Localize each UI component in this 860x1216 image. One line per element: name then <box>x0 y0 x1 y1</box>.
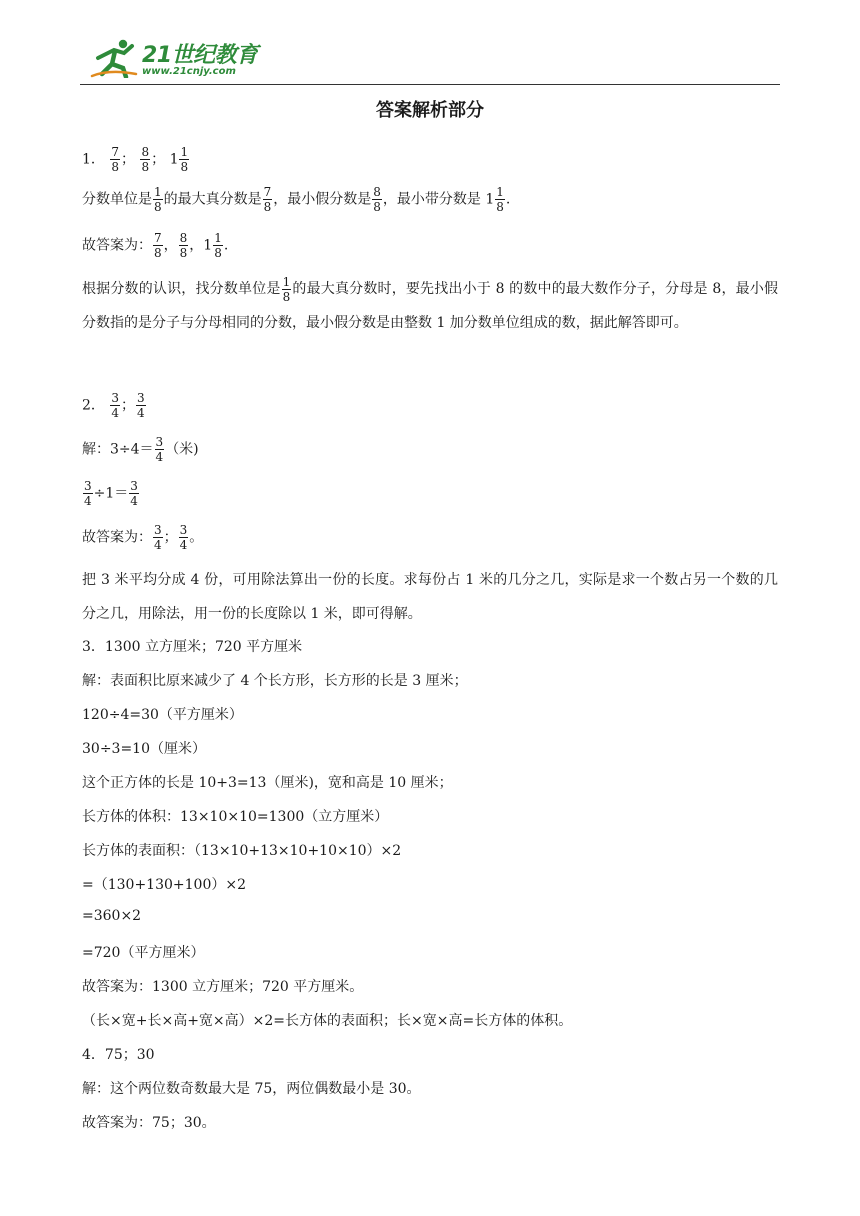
fraction: $\frac{1}{8}$ <box>496 185 504 214</box>
q1-solution-line: 分数单位是 $\frac{1}{8}$ 的最大真分数是 $\frac{7}{8}$ ，最小假分数是 $\frac{8}{8}$ ，最小带分数是 1 $\frac{1}{8}$ . <box>82 185 511 214</box>
fraction: $\frac{8}{8}$ <box>179 231 188 260</box>
q1-answer-line: 1． $\frac{7}{8}$ ； $\frac{8}{8}$ ； 1 $\frac{1}{8}$ <box>82 145 189 174</box>
q3-calc-line: 这个正方体的长是 10+3=13（厘米)，宽和高是 10 厘米； <box>82 775 453 791</box>
q1-result-line: 故答案为： $\frac{7}{8}$ ， $\frac{8}{8}$ ，1 $\frac{1}{8}$ . <box>82 231 229 260</box>
q3-solution-line: 解：表面积比原来减少了 4 个长方形，长方形的长是 3 厘米； <box>82 673 468 689</box>
page-header <box>80 34 780 86</box>
logo-text: 21世纪教育 <box>142 43 258 68</box>
fraction: $\frac{1}{8}$ <box>214 231 222 260</box>
q2-explanation: 把 3 米平均分成 4 份，可用除法算出一份的长度。求每份占 1 米的几分之几，实际是求一个数占另一个数的几分之几，用除法，用一份的长度除以 1 米，即可得解。 <box>82 572 778 622</box>
fraction: $\frac{8}{8}$ <box>141 145 150 174</box>
fraction: $\frac{3}{4}$ <box>111 391 120 420</box>
q3-calc-line: 120÷4=30（平方厘米） <box>82 707 243 723</box>
fraction: $\frac{3}{4}$ <box>155 435 164 464</box>
q2-solution-line: 解：3÷4＝ $\frac{3}{4}$ （米) <box>82 435 199 464</box>
fraction: $\frac{7}{8}$ <box>111 145 120 174</box>
logo <box>90 36 260 82</box>
q3-calc-line: 长方体的表面积：（13×10+13×10+10×10）×2 <box>82 843 402 859</box>
fraction: $\frac{1}{8}$ <box>282 274 291 304</box>
fraction: $\frac{3}{4}$ <box>179 523 188 552</box>
q2-answer-line: 2． $\frac{3}{4}$ ； $\frac{3}{4}$ <box>82 391 145 420</box>
q3-calc-line: =（130+130+100）×2 <box>82 877 246 893</box>
q1-number: 1． <box>82 151 105 168</box>
q3-answer-line: 3．1300 立方厘米；720 平方厘米 <box>82 639 303 655</box>
logo-url: www.21cnjy.com <box>142 66 236 77</box>
q1-explanation: 根据分数的认识，找分数单位是 $\frac{1}{8}$ 的最大真分数时，要先找出小于 8 的数中的最大数作分子，分母是 8，最小假分数指的是分子与分母相同的分数，最小假分数是由整数 1 加分数单位组成的数，据此解答即可。 <box>82 274 778 331</box>
q2-result-line: 故答案为： $\frac{3}{4}$ ； $\frac{3}{4}$ 。 <box>82 523 204 552</box>
runner-logo-icon <box>90 38 138 78</box>
fraction: $\frac{3}{4}$ <box>154 523 162 552</box>
q4-solution-line: 解：这个两位数奇数最大是 75，两位偶数最小是 30。 <box>82 1081 421 1097</box>
fraction: $\frac{3}{4}$ <box>130 479 138 508</box>
fraction: $\frac{8}{8}$ <box>373 185 381 214</box>
q4-result-line: 故答案为：75；30。 <box>82 1115 216 1131</box>
q3-calc-line: 长方体的体积：13×10×10=1300（立方厘米） <box>82 809 389 825</box>
fraction: $\frac{3}{4}$ <box>84 479 92 508</box>
q3-result-line: 故答案为：1300 立方厘米；720 平方厘米。 <box>82 979 364 995</box>
fraction: $\frac{1}{8}$ <box>154 185 162 214</box>
q3-calc-line: =720（平方厘米） <box>82 945 205 961</box>
page-title: 答案解析部分 <box>376 100 484 121</box>
q4-answer-line: 4．75；30 <box>82 1047 155 1063</box>
q3-calc-line: =360×2 <box>82 908 142 924</box>
q2-number: 2． <box>82 397 105 414</box>
header-divider <box>80 84 780 85</box>
q2-check-line: $\frac{3}{4}$ ÷1＝ $\frac{3}{4}$ <box>84 479 138 508</box>
fraction: $\frac{7}{8}$ <box>154 231 162 260</box>
q3-calc-line: 30÷3=10（厘米） <box>82 741 206 757</box>
fraction: $\frac{7}{8}$ <box>263 185 272 214</box>
fraction: $\frac{1}{8}$ <box>180 145 189 174</box>
fraction: $\frac{3}{4}$ <box>137 391 145 420</box>
q3-explanation: （长×宽+长×高+宽×高）×2=长方体的表面积；长×宽×高=长方体的体积。 <box>82 1013 573 1029</box>
